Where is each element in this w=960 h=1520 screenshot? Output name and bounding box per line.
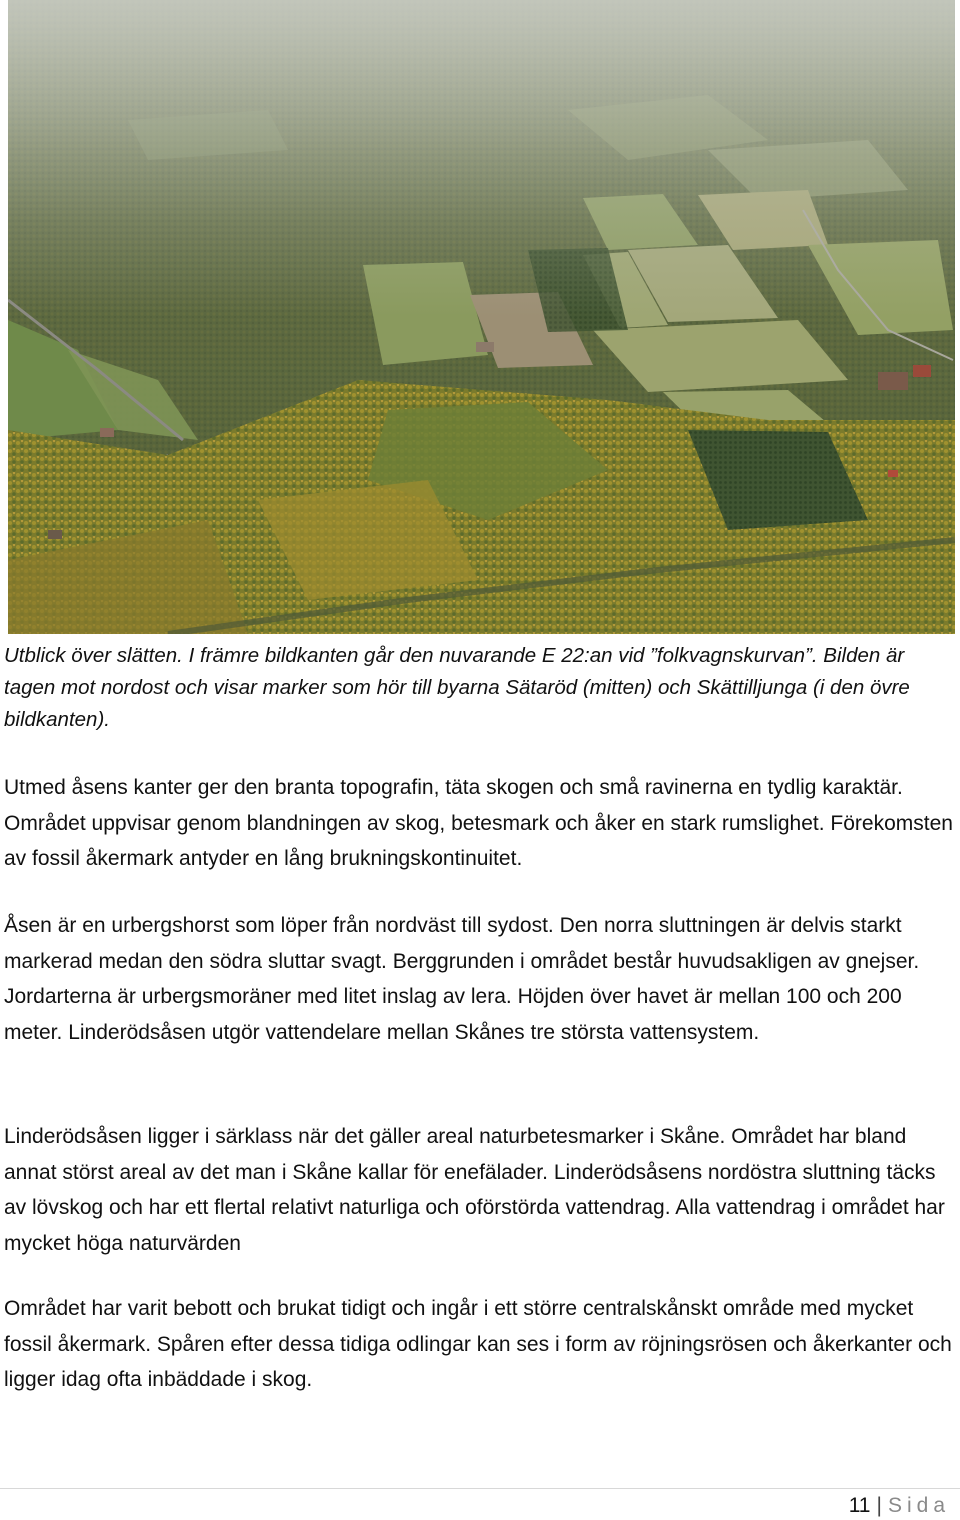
- figure-caption: Utblick över slätten. I främre bildkanten går den nuvarande E 22:an vid ”folkvagnskurvan”. Bilden är tagen mot nordost och visar marker som hör till byarna Sätaröd (mitten) och Skättilljunga (i den övre bildkanten).: [4, 644, 910, 731]
- footer-divider: [0, 1488, 960, 1489]
- paragraph-history: Området har varit bebott och brukat tidigt och ingår i ett större centralskånskt område med mycket fossil åkermark. Spåren efter dessa tidiga odlingar kan ses i form av röjningsrösen och åkerkanter och ligger idag ofta inbäddade i skog.: [4, 1297, 952, 1391]
- paragraph-pastures: Linderödsåsen ligger i särklass när det gäller areal naturbetesmarker i Skåne. Området har bland annat störst areal av det man i Skåne kallar för enefälader. Linderödsåsens nordöstra sluttning täcks av lövskog och har ett flertal relativt naturliga och oförstörda vattendrag. Alla vattendrag i området har mycket höga naturvärden: [4, 1125, 945, 1255]
- aerial-photo: [8, 0, 955, 634]
- aerial-landscape-image: [8, 0, 955, 634]
- page-number: 11: [848, 1494, 871, 1517]
- paragraph-geology: Åsen är en urbergshorst som löper från nordväst till sydost. Den norra sluttningen är delvis starkt markerad medan den södra sluttar svagt. Berggrunden i området består huvudsakligen av gnejser. Jordarterna är urbergsmoräner med litet inslag av lera. Höjden över havet är mellan 100 och 200 meter. Linderödsåsen utgör vattendelare mellan Skånes tre största vattensystem.: [4, 914, 920, 1044]
- page-label: Sida: [887, 1494, 950, 1517]
- footer-separator: |: [876, 1494, 882, 1517]
- page-footer: [849, 1492, 950, 1520]
- paragraph-topography: Utmed åsens kanter ger den branta topografin, täta skogen och små ravinerna en tydlig karaktär. Området uppvisar genom blandningen av skog, betesmark och åker en stark rumslighet. Förekomsten av fossil åkermark antyder en lång brukningskontinuitet.: [4, 776, 953, 870]
